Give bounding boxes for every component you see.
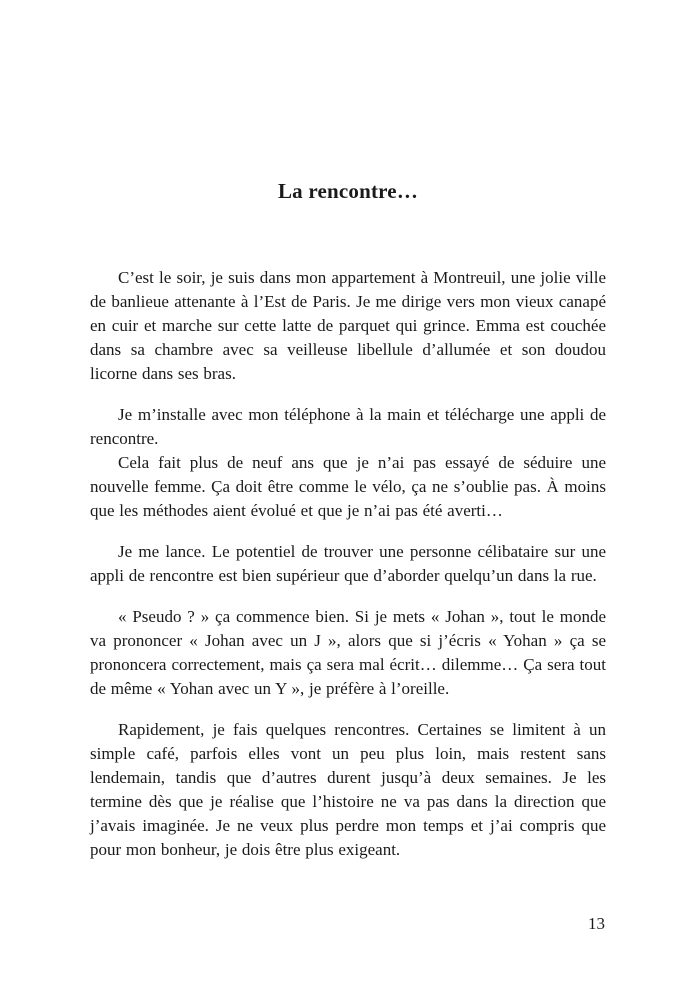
- chapter-title: La rencontre…: [277, 179, 419, 203]
- paragraph: Je me lance. Le potentiel de trouver une personne célibataire sur une appli de rencontre est bien supérieur que d’aborder quelqu’un dans la rue.: [90, 542, 606, 585]
- paragraph: C’est le soir, je suis dans mon appartement à Montreuil, une jolie ville de banlieue attenante à l’Est de Paris. Je me dirige vers mon vieux canapé en cuir et marche sur cette latte de parquet qui grince. Emma est couchée dans sa chambre avec sa veilleuse libellule d’allumée et son doudou licorne dans ses bras.: [90, 268, 606, 383]
- paragraph: Rapidement, je fais quelques rencontres. Certaines se limitent à un simple café, parfois elles vont un peu plus loin, mais restent sans lendemain, tandis que d’autres durent jusqu’à deux semaines. Je les termine dès que je réalise que l’histoire ne va pas dans la direction que j’avais imaginée. Je ne veux plus perdre mon temps et j’ai compris que pour mon bonheur, je dois être plus exigeant.: [90, 720, 606, 859]
- text-block: [90, 0, 606, 862]
- paragraph: Cela fait plus de neuf ans que je n’ai pas essayé de séduire une nouvelle femme. Ça doit être comme le vélo, ça ne s’oublie pas. À moins que les méthodes aient évolué et que je n’ai pas été averti…: [90, 453, 606, 520]
- paragraph: « Pseudo ? » ça commence bien. Si je mets « Johan », tout le monde va prononcer « Johan avec un J », alors que si j’écris « Yohan » ça se prononcera correctement, mais ça sera mal écrit… dilemme… Ça sera tout de même « Yohan avec un Y », je préfère à l’oreille.: [90, 607, 606, 698]
- body-text: [90, 266, 606, 862]
- paragraph: Je m’installe avec mon téléphone à la main et télécharge une appli de rencontre.: [90, 405, 606, 448]
- page-number: 13: [588, 914, 605, 933]
